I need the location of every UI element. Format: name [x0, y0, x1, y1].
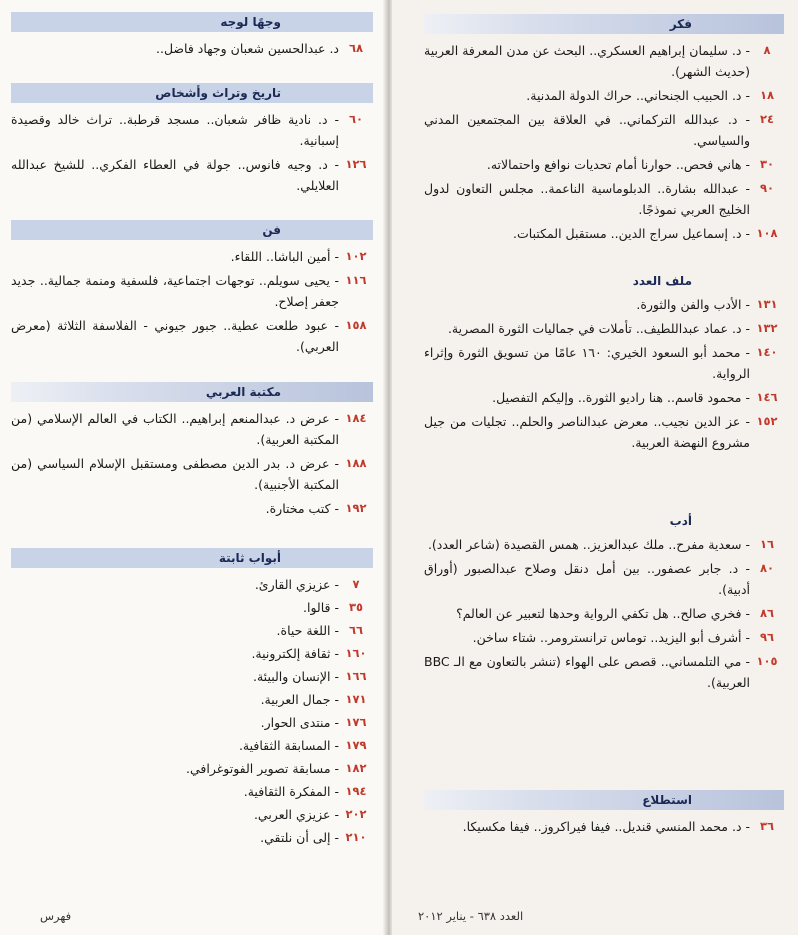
- toc-entry[interactable]: [424, 558, 784, 600]
- entry-text: - عبدالله بشارة.. الدبلوماسية الناعمة.. مجلس التعاون لدول الخليج العربي نموذجًا.: [424, 181, 750, 217]
- toc-entry[interactable]: [424, 154, 784, 175]
- toc-entry[interactable]: [11, 270, 373, 312]
- section-title: أبواب ثابتة: [11, 548, 373, 568]
- entry-text: - هاني فحص.. حوارنا أمام تحديات نوافع واحتمالاته.: [486, 157, 750, 172]
- toc-entry[interactable]: [424, 294, 784, 315]
- page-number: ٩٦: [759, 630, 775, 644]
- entry-text: - فخري صالح.. هل تكفي الرواية وحدها لتعبير عن العالم؟: [456, 606, 750, 621]
- toc-entry[interactable]: [11, 804, 373, 825]
- entry-text: - عزيزي القارئ.: [254, 577, 339, 592]
- toc-entry[interactable]: [11, 689, 373, 710]
- page-number: ١٧٩: [345, 738, 367, 752]
- page-number: ٣٦: [759, 819, 775, 833]
- entry-text: - عرض د. بدر الدين مصطفى ومستقبل الإسلام السياسي (من المكتبة الأجنبية).: [11, 456, 339, 492]
- entry-text: - عرض د. عبدالمنعم إبراهيم.. الكتاب في العالم الإسلامي (من المكتبة العربية).: [11, 411, 339, 447]
- entry-text: - اللغة حياة.: [276, 623, 339, 638]
- page-number: ١٣١: [756, 297, 778, 311]
- page-number: ١٣٢: [756, 321, 778, 335]
- toc-entry[interactable]: [11, 154, 373, 196]
- entry-text: - منتدى الحوار.: [260, 715, 339, 730]
- entry-text: - إلى أن نلتقي.: [260, 830, 339, 845]
- section-face-to-face: [11, 12, 373, 62]
- page-number: ١٨: [759, 88, 775, 102]
- toc-entry[interactable]: [11, 453, 373, 495]
- section-history-heritage: [11, 83, 373, 199]
- entry-text: - المسابقة الثقافية.: [238, 738, 339, 753]
- page-number: ١٦٠: [345, 646, 367, 660]
- page-number: ٨٠: [759, 561, 775, 575]
- section-title: فن: [11, 220, 373, 240]
- entry-text: - محمد أبو السعود الخيري: ١٦٠ عامًا من تسويق الثورة وإثراء الرواية.: [424, 345, 750, 381]
- page-number: ١٨٤: [345, 411, 367, 425]
- toc-entry[interactable]: [11, 315, 373, 357]
- page-number: ٩٠: [759, 181, 775, 195]
- section-title: فكر: [424, 14, 784, 34]
- page-number: ١٤٠: [756, 345, 778, 359]
- entry-text: - قالوا.: [303, 600, 339, 615]
- section-title: تاريخ وتراث وأشخاص: [11, 83, 373, 103]
- page-number: ١٥٨: [345, 318, 367, 332]
- toc-entry[interactable]: [424, 178, 784, 220]
- toc-entry[interactable]: [424, 85, 784, 106]
- toc-entry[interactable]: [11, 574, 373, 595]
- entry-text: - كتب مختارة.: [265, 501, 339, 516]
- page-number: ٦٠: [348, 112, 364, 126]
- toc-entry[interactable]: [11, 408, 373, 450]
- left-page: [0, 0, 385, 935]
- entry-text: - عز الدين نجيب.. معرض عبدالناصر والحلم.. تجليات من جيل مشروع النهضة العربية.: [424, 414, 750, 450]
- toc-entry[interactable]: [424, 816, 784, 837]
- toc-entry[interactable]: [11, 109, 373, 151]
- toc-entry[interactable]: [424, 627, 784, 648]
- page-number: ١٠٥: [756, 654, 778, 668]
- section-title: وجهًا لوجه: [11, 12, 373, 32]
- section-thought: [424, 14, 784, 247]
- right-page: [392, 0, 798, 935]
- entry-text: - جمال العربية.: [260, 692, 339, 707]
- entry-text: - الإنسان والبيئة.: [253, 669, 339, 684]
- toc-entry[interactable]: [11, 827, 373, 848]
- toc-entry[interactable]: [424, 342, 784, 384]
- section-title: ملف العدد: [632, 274, 692, 288]
- toc-entry[interactable]: [424, 223, 784, 244]
- toc-entry[interactable]: [11, 666, 373, 687]
- toc-entry[interactable]: [424, 651, 784, 693]
- section-title: مكتبة العربي: [11, 382, 373, 402]
- section-issue-file: [424, 272, 784, 456]
- toc-entry[interactable]: [11, 712, 373, 733]
- page-footer-index: فهرس: [40, 909, 72, 923]
- toc-entry[interactable]: [424, 109, 784, 151]
- entry-text: - محمود قاسم.. هنا راديو الثورة.. وإليكم التفصيل.: [492, 390, 750, 405]
- page-number: ١٩٤: [345, 784, 367, 798]
- page-number: ٢٠٢: [345, 807, 367, 821]
- entry-text: - المفكرة الثقافية.: [243, 784, 339, 799]
- entry-text: - د. إسماعيل سراج الدين.. مستقبل المكتبات.: [513, 226, 750, 241]
- toc-entry[interactable]: [11, 246, 373, 267]
- entry-text: - د. وجيه فانوس.. جولة في العطاء الفكري.. للشيخ عبدالله العلايلي.: [11, 157, 339, 193]
- page-number: ١٢٦: [345, 157, 367, 171]
- entry-text: - مسابقة تصوير الفوتوغرافي.: [185, 761, 339, 776]
- entry-text: - د. عماد عبداللطيف.. تأملات في جماليات الثورة المصرية.: [447, 321, 750, 336]
- section-survey: [424, 790, 784, 840]
- page-number: ٧: [352, 577, 360, 591]
- toc-entry[interactable]: [424, 387, 784, 408]
- section-fixed-chapters: [11, 548, 373, 850]
- toc-entry[interactable]: [11, 620, 373, 641]
- page-number: ١٧٦: [345, 715, 367, 729]
- page-number: ١٤٦: [756, 390, 778, 404]
- page-number: ١٠٢: [345, 249, 367, 263]
- entry-text: - د. نادية ظافر شعبان.. مسجد قرطبة.. تراث خالد وقصيدة إسبانية.: [11, 112, 339, 148]
- entry-text: - عزيزي العربي.: [253, 807, 339, 822]
- toc-entry[interactable]: [11, 781, 373, 802]
- page-number: ٨: [763, 43, 771, 57]
- toc-entry[interactable]: [11, 498, 373, 519]
- entry-text: د. عبدالحسين شعبان وجهاد فاضل..: [156, 41, 339, 56]
- toc-entry[interactable]: [11, 597, 373, 618]
- toc-entry[interactable]: [11, 643, 373, 664]
- page-number: ١٥٢: [756, 414, 778, 428]
- entry-text: - ثقافة إلكترونية.: [251, 646, 339, 661]
- page-number: ٢٤: [759, 112, 775, 126]
- toc-entry[interactable]: [424, 411, 784, 453]
- entry-text: - د. سليمان إبراهيم العسكري.. البحث عن مدن المعرفة العربية (حديث الشهر).: [424, 43, 750, 79]
- section-title: أدب: [669, 514, 692, 528]
- entry-text: - د. محمد المنسي قنديل.. فيفا فيراكروز.. فيفا مكسيكا.: [462, 819, 750, 834]
- entry-text: - د. جابر عصفور.. بين أمل دنقل وصلاح عبدالصبور (أوراق أدبية).: [424, 561, 750, 597]
- page-number: ٣٥: [348, 600, 364, 614]
- entry-text: - د. عبدالله التركماني.. في العلاقة بين المجتمعين المدني والسياسي.: [424, 112, 750, 148]
- entry-text: - أشرف أبو اليزيد.. توماس ترانسترومر.. شتاء ساخن.: [472, 630, 750, 645]
- toc-entry[interactable]: [424, 318, 784, 339]
- page-number: ١٨٢: [345, 761, 367, 775]
- page-number: ١٩٢: [345, 501, 367, 515]
- entry-text: - سعدية مفرح.. ملك عبدالعزيز.. همس القصيدة (شاعر العدد).: [427, 537, 750, 552]
- section-title: استطلاع: [424, 790, 784, 810]
- entry-text: - عبود طلعت عطية.. جبور جيوني - الفلاسفة الثلاثة (معرض العربي).: [11, 318, 339, 354]
- section-literature: [424, 512, 784, 696]
- page-number: ١٧١: [345, 692, 367, 706]
- toc-entry[interactable]: [424, 603, 784, 624]
- toc-entry[interactable]: [11, 735, 373, 756]
- page-number: ٨٦: [759, 606, 775, 620]
- toc-entry[interactable]: [424, 534, 784, 555]
- page-number: ١٦٦: [345, 669, 367, 683]
- page-number: ١٠٨: [756, 226, 778, 240]
- section-art: [11, 220, 373, 360]
- page-number: ١٨٨: [345, 456, 367, 470]
- issue-footer: العدد ٦٣٨ - يناير ٢٠١٢: [418, 909, 524, 923]
- page-number: ١٦: [759, 537, 775, 551]
- entry-text: - أمين الباشا.. اللقاء.: [230, 249, 339, 264]
- entry-text: - يحيى سويلم.. توجهات اجتماعية، فلسفية ومنمة جمالية.. جديد جعفر إصلاح.: [11, 273, 339, 309]
- page-number: ٢١٠: [345, 830, 367, 844]
- toc-entry[interactable]: [424, 40, 784, 82]
- page-number: ١١٦: [345, 273, 367, 287]
- page-number: ٣٠: [759, 157, 775, 171]
- toc-entry[interactable]: [11, 758, 373, 779]
- toc-entry[interactable]: [11, 38, 373, 59]
- page-number: ٦٨: [348, 41, 364, 55]
- section-arabi-library: [11, 382, 373, 522]
- entry-text: - د. الحبيب الجنحاني.. حراك الدولة المدنية.: [526, 88, 750, 103]
- entry-text: - مي التلمساني.. قصص على الهواء (تنشر بالتعاون مع الـ BBC العربية).: [424, 654, 750, 690]
- entry-text: - الأدب والفن والثورة.: [636, 297, 750, 312]
- page-number: ٦٦: [348, 623, 364, 637]
